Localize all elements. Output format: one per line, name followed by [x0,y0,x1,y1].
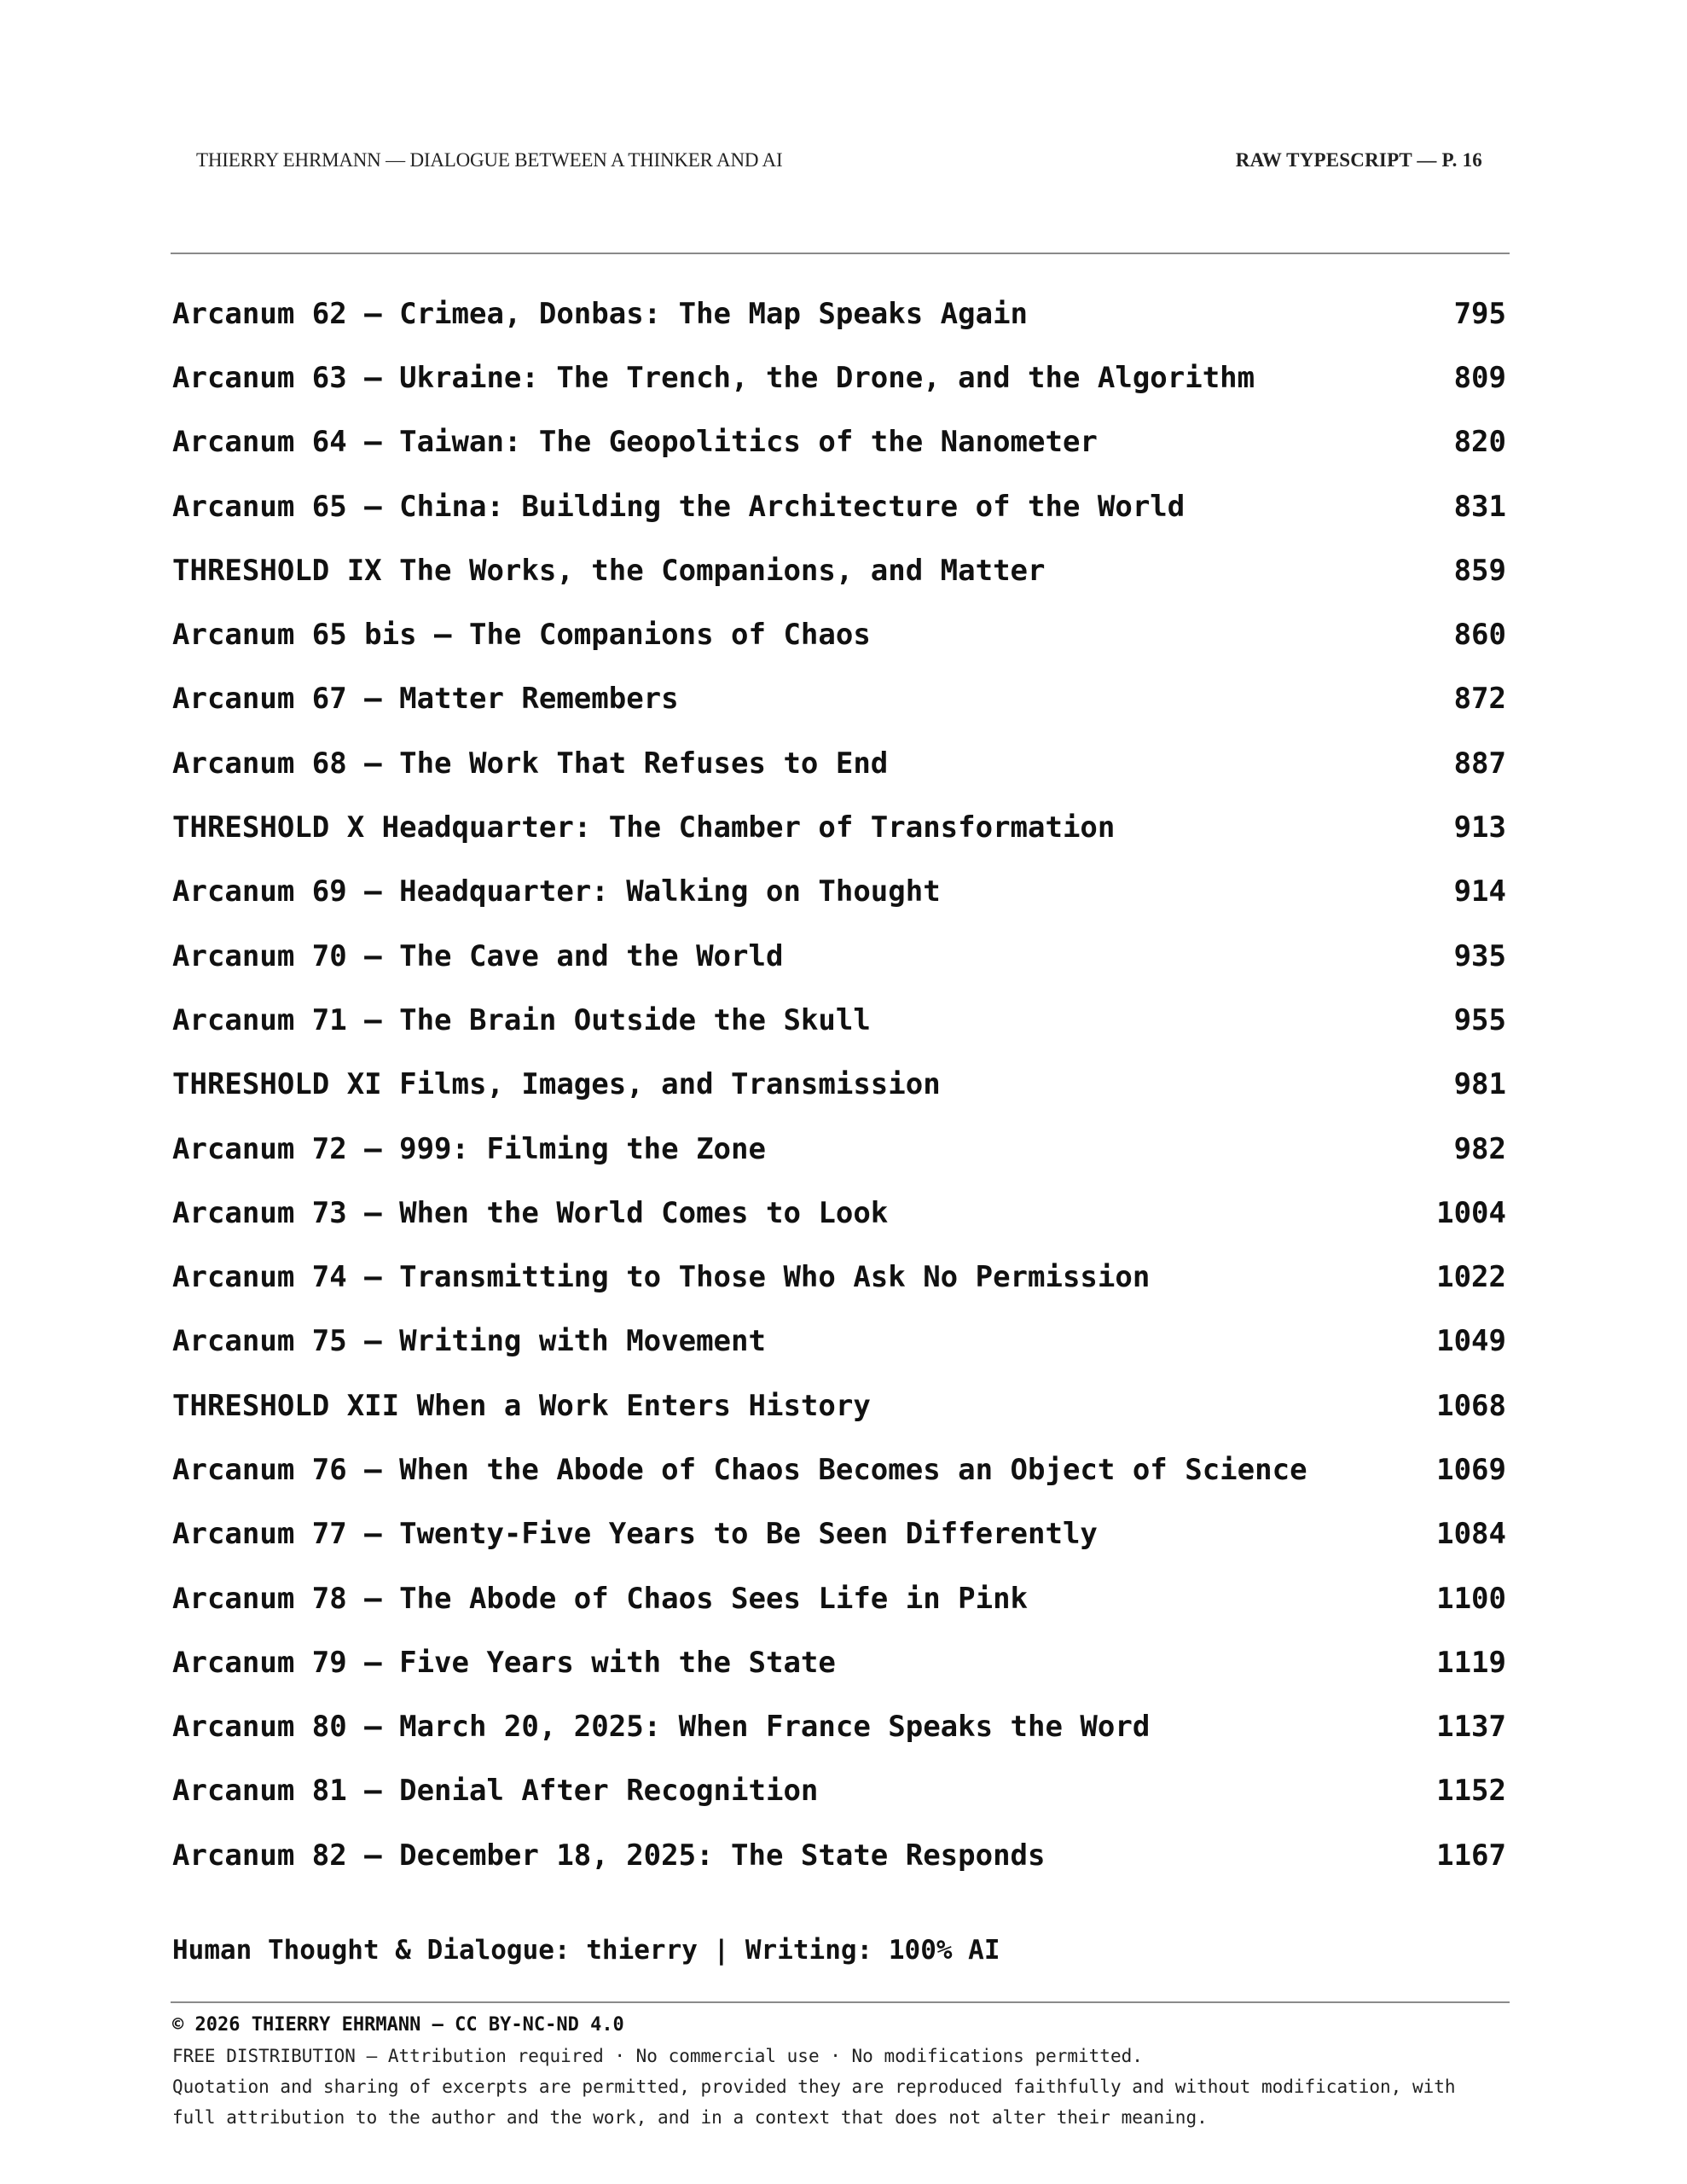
toc-entry [172,346,1506,410]
toc-entry-page: 1049 [1436,1324,1506,1359]
toc-entry-title: Arcanum 77 — Twenty-Five Years to Be Seen Differently [172,1517,1098,1552]
toc-entry [172,1117,1506,1181]
toc-entry [172,667,1506,731]
toc-entry-page: 1084 [1436,1517,1506,1552]
header-page-label: RAW TYPESCRIPT — P. 16 [1235,149,1482,171]
table-of-contents [172,282,1506,1887]
toc-entry-title: Arcanum 81 — Denial After Recognition [172,1774,819,1809]
toc-entry [172,795,1506,859]
toc-entry-page: 887 [1453,746,1506,781]
toc-entry-page: 820 [1453,425,1506,460]
toc-entry-page: 831 [1453,489,1506,524]
toc-entry-title: Arcanum 72 — 999: Filming the Zone [172,1131,766,1166]
toc-entry [172,1695,1506,1759]
toc-entry [172,282,1506,346]
license-footer [172,2010,1506,2133]
toc-entry [172,1630,1506,1694]
toc-entry-title: THRESHOLD XI Films, Images, and Transmission [172,1067,941,1102]
toc-entry [172,1823,1506,1887]
toc-entry-title: Arcanum 79 — Five Years with the State [172,1645,836,1680]
toc-entry-page: 795 [1453,296,1506,331]
toc-entry [172,1053,1506,1117]
copyright-line: © 2026 THIERRY EHRMANN — CC BY-NC-ND 4.0 [172,2014,624,2036]
toc-entry-title: Arcanum 82 — December 18, 2025: The State Responds [172,1838,1046,1873]
toc-entry-page: 1100 [1436,1581,1506,1616]
toc-entry [172,538,1506,602]
toc-entry-page: 1152 [1436,1774,1506,1809]
toc-entry-title: Arcanum 65 — China: Building the Architecture of the World [172,489,1186,524]
toc-entry-title: Arcanum 76 — When the Abode of Chaos Becomes an Object of Science [172,1452,1307,1487]
toc-entry [172,1181,1506,1245]
toc-entry [172,1374,1506,1438]
toc-entry-page: 914 [1453,874,1506,909]
toc-entry-title: Arcanum 68 — The Work That Refuses to End [172,746,889,781]
toc-entry-page: 809 [1453,360,1506,395]
toc-entry-title: Arcanum 71 — The Brain Outside the Skull [172,1002,871,1037]
toc-entry-page: 982 [1453,1131,1506,1166]
toc-entry-title: THRESHOLD X Headquarter: The Chamber of Transformation [172,810,1116,845]
running-header [196,143,1482,177]
toc-entry-title: Arcanum 75 — Writing with Movement [172,1324,766,1359]
toc-entry [172,731,1506,795]
toc-entry-title: THRESHOLD IX The Works, the Companions, and Matter [172,553,1046,588]
toc-entry-title: Arcanum 69 — Headquarter: Walking on Thought [172,874,941,909]
toc-entry [172,988,1506,1052]
toc-entry-title: Arcanum 74 — Transmitting to Those Who Ask No Permission [172,1260,1151,1295]
toc-entry-page: 1119 [1436,1645,1506,1680]
toc-entry-title: Arcanum 62 — Crimea, Donbas: The Map Speaks Again [172,296,1029,331]
toc-entry-title: Arcanum 63 — Ukraine: The Trench, the Drone, and the Algorithm [172,360,1255,395]
toc-entry-title: Arcanum 67 — Matter Remembers [172,682,679,717]
toc-entry-page: 1167 [1436,1838,1506,1873]
toc-entry [172,924,1506,988]
authorship-credit: Human Thought & Dialogue: thierry | Writing: 100% AI [172,1935,1000,1966]
toc-entry-page: 955 [1453,1002,1506,1037]
toc-entry-title: Arcanum 80 — March 20, 2025: When France Speaks the Word [172,1710,1151,1745]
toc-entry [172,1245,1506,1309]
toc-entry-title: Arcanum 65 bis — The Companions of Chaos [172,618,871,653]
toc-entry-page: 872 [1453,682,1506,717]
toc-entry-page: 1004 [1436,1195,1506,1230]
toc-entry-page: 1069 [1436,1452,1506,1487]
toc-entry-page: 1068 [1436,1388,1506,1423]
quotation-line-1: Quotation and sharing of excerpts are permitted, provided they are reproduced faithfully and without modification, with [172,2077,1456,2097]
toc-entry-page: 913 [1453,810,1506,845]
toc-entry [172,1502,1506,1566]
toc-entry [172,1566,1506,1630]
toc-entry-page: 935 [1453,938,1506,973]
toc-entry [172,474,1506,538]
toc-entry [172,860,1506,924]
toc-entry [172,602,1506,666]
toc-entry [172,410,1506,474]
toc-entry-title: Arcanum 78 — The Abode of Chaos Sees Life in Pink [172,1581,1029,1616]
header-divider [171,253,1510,254]
toc-entry-page: 1022 [1436,1260,1506,1295]
toc-entry [172,1759,1506,1823]
toc-entry-title: Arcanum 73 — When the World Comes to Look [172,1195,889,1230]
header-book-title: THIERRY EHRMANN — DIALOGUE BETWEEN A THINKER AND AI [196,149,783,171]
license-line: FREE DISTRIBUTION — Attribution required · No commercial use · No modifications permitted. [172,2046,1143,2066]
toc-entry-title: THRESHOLD XII When a Work Enters History [172,1388,871,1423]
toc-entry [172,1438,1506,1502]
toc-entry-title: Arcanum 64 — Taiwan: The Geopolitics of the Nanometer [172,425,1098,460]
toc-entry [172,1310,1506,1374]
quotation-line-2: full attribution to the author and the work, and in a context that does not alter their meaning. [172,2107,1208,2128]
footer-divider [171,2001,1510,2003]
toc-entry-title: Arcanum 70 — The Cave and the World [172,938,784,973]
toc-entry-page: 859 [1453,553,1506,588]
toc-entry-page: 860 [1453,618,1506,653]
toc-entry-page: 981 [1453,1067,1506,1102]
toc-entry-page: 1137 [1436,1710,1506,1745]
